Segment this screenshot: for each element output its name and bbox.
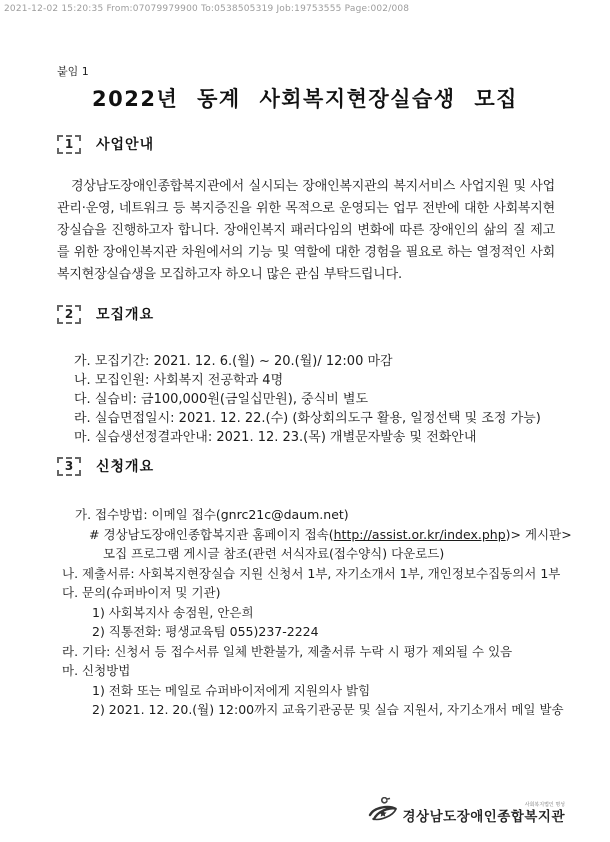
list-item: 2) 2021. 12. 20.(월) 12:00까지 교육기관공문 및 실습 지원서, 자기소개서 메일 발송 xyxy=(92,702,564,717)
list-item: 라. 실습면접일시: 2021. 12. 22.(수) (화상회의도구 활용, 일정선택 및 조정 가능) xyxy=(74,411,541,426)
section-2-list xyxy=(74,352,560,447)
list-item: 마. 신청방법 xyxy=(62,663,131,678)
list-item: 다. 문의(슈퍼바이저 및 기관) xyxy=(62,585,221,600)
section-1-heading: 사업안내 xyxy=(96,137,155,153)
list-item: 라. 기타: 신청서 등 접수서류 일체 반환불가, 제출서류 누락 시 평가 제외될 수 있음 xyxy=(62,643,513,659)
page-title: 2022년 동계 사회복지현장실습생 모집 xyxy=(92,87,518,111)
list-item: 가. 접수방법: 이메일 접수(gnrc21c@daum.net) xyxy=(75,507,349,522)
section-3-header xyxy=(57,456,154,476)
list-item: 나. 모집인원: 사회복지 전공학과 4명 xyxy=(74,373,284,388)
homepage-line-suffix: )> 게시판> xyxy=(505,526,572,542)
list-item: 다. 실습비: 금100,000원(금일십만원), 중식비 별도 xyxy=(74,392,369,407)
section-1-number-box: 1 xyxy=(57,135,81,154)
list-item: 가. 모집기간: 2021. 12. 6.(월) ~ 20.(월)/ 12:00 마감 xyxy=(74,354,393,369)
homepage-link[interactable]: http://assist.or.kr/index.php xyxy=(333,526,506,542)
fax-transmission-header: 2021-12-02 15:20:35 From:07079979900 To:0538505319 Job:19753555 Page:002/008 xyxy=(4,4,410,14)
section-1-paragraph: 경상남도장애인종합복지관에서 실시되는 장애인복지관의 복지서비스 사업지원 및 사업관리·운영, 네트워크 등 복지증진을 위한 목적으로 운영되는 업무 전반에 대한 사회복지현장실습을 진행하고자 합니다. 장애인복지 패러다임의 변화에 따른 장애인의 삶의 질 제고를 위한 장애인복지관 차원에서의 기능 및 역할에 대한 경험을 필요로 하는 열정적인 사회복지현장실습생을 모집하고자 하오니 많은 관심 부탁드립니다. xyxy=(57,179,555,282)
footer-org-logo xyxy=(367,797,566,825)
section-1-header xyxy=(57,134,154,154)
list-item: 모집 프로그램 게시글 참조(관련 서식자료(접수양식) 다운로드) xyxy=(103,546,445,561)
list-item: 2) 직통전화: 평생교육팀 055)237-2224 xyxy=(92,624,319,639)
section-2-heading: 모집개요 xyxy=(96,307,155,323)
attachment-label: 붙임 1 xyxy=(57,65,89,78)
section-3-heading: 신청개요 xyxy=(96,459,155,475)
list-item xyxy=(62,525,572,545)
list-item: 1) 전화 또는 메일로 슈퍼바이저에게 지원의사 밝힘 xyxy=(92,682,371,698)
org-name: 경상남도장애인종합복지관 xyxy=(402,809,565,825)
list-item: 1) 사회복지사 송점원, 안은희 xyxy=(92,604,254,620)
org-subtitle: 사회복지법인 명성 xyxy=(524,802,565,808)
section-2-number-box: 2 xyxy=(57,305,81,324)
org-name-block xyxy=(403,802,566,825)
swoosh-eye-logo-icon xyxy=(367,797,399,825)
section-3-list xyxy=(62,505,572,720)
section-3-number-box: 3 xyxy=(57,457,81,476)
homepage-line-prefix: # 경상남도장애인종합복지관 홈페이지 접속( xyxy=(89,526,334,542)
list-item: 나. 제출서류: 사회복지현장실습 지원 신청서 1부, 자기소개서 1부, 개인정보수집동의서 1부 xyxy=(62,565,561,581)
list-item: 마. 실습생선정결과안내: 2021. 12. 23.(목) 개별문자발송 및 전화안내 xyxy=(74,430,477,445)
section-2-header xyxy=(57,304,154,324)
